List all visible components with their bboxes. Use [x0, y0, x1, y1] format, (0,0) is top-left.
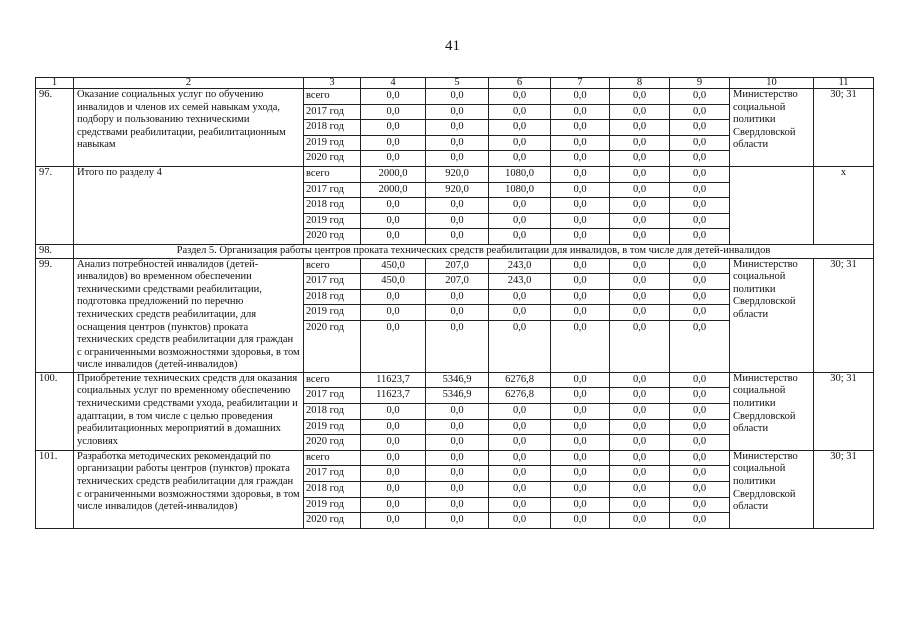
amount-c7-value: 0,0 — [573, 152, 587, 164]
year-value: 2019 год — [304, 419, 360, 435]
amount-c6-value: 1080,0 — [489, 167, 550, 182]
amount-c7-value: 0,0 — [551, 259, 609, 274]
amount-c9-value: 0,0 — [670, 120, 729, 136]
amount-c4-value: 0,0 — [361, 104, 425, 120]
year-column — [304, 258, 361, 372]
amount-c6-value: 0,0 — [489, 89, 550, 104]
amount-c8-value: 0,0 — [610, 289, 669, 305]
amount-c5-column — [426, 258, 489, 372]
amount-c5-value: 0,0 — [450, 321, 464, 333]
page-number: 41 — [445, 38, 460, 54]
amount-c6-column — [489, 258, 551, 372]
amount-c8-value: 0,0 — [610, 305, 669, 321]
amount-c4-value: 0,0 — [361, 135, 425, 151]
amount-c6-value: 0,0 — [489, 135, 550, 151]
amount-c8-value: 0,0 — [632, 514, 647, 526]
year-value: 2018 год — [304, 482, 360, 498]
amount-c5-value: 0,0 — [426, 120, 488, 136]
amount-c7-value: 0,0 — [551, 198, 609, 214]
amount-c6-value: 0,0 — [489, 104, 550, 120]
header-cell: 11 — [814, 78, 874, 89]
amount-c8-value: 0,0 — [610, 373, 669, 388]
amount-c6-value: 0,0 — [489, 497, 550, 513]
amount-c9-value: 0,0 — [692, 321, 707, 333]
amount-c8-column — [610, 258, 670, 372]
amount-c4-value: 450,0 — [361, 274, 425, 290]
amount-c6-value: 0,0 — [489, 482, 550, 498]
year-value: 2020 год — [306, 321, 344, 333]
amount-c4-value: 0,0 — [361, 289, 425, 305]
amount-c4-column — [361, 258, 426, 372]
activity-name: Оказание социальных услуг по обучению инвалидов и членов их семей навыкам ухода, подбору и пользованию техническими средствами реабилитации, реабилитационным навыкам — [74, 89, 304, 167]
amount-c9-column — [670, 166, 730, 244]
target-reference: 30; 31 — [814, 89, 874, 167]
amount-c6-value: 6276,8 — [489, 388, 550, 404]
target-reference: 30; 31 — [814, 258, 874, 372]
amount-c4-column — [361, 450, 426, 528]
amount-c6-value: 0,0 — [489, 404, 550, 420]
header-cell: 4 — [361, 78, 426, 89]
amount-c6-value: 0,0 — [512, 230, 527, 242]
year-value: 2019 год — [304, 213, 360, 229]
amount-c8-value: 0,0 — [610, 466, 669, 482]
amount-c8-value: 0,0 — [610, 419, 669, 435]
amount-c4-value: 0,0 — [386, 152, 400, 164]
year-column — [304, 450, 361, 528]
amount-c8-value: 0,0 — [610, 135, 669, 151]
year-value: 2020 год — [306, 436, 344, 448]
row-number: 96. — [36, 89, 74, 167]
executor: Министерство социальной политики Свердловской области — [730, 89, 814, 167]
amount-c7-value: 0,0 — [551, 404, 609, 420]
amount-c5-value: 0,0 — [450, 230, 464, 242]
amount-c6-column — [489, 89, 551, 167]
amount-c9-value: 0,0 — [670, 466, 729, 482]
activity-name: Приобретение технических средств для оказания социальных услуг по временному обеспечению техническими средствами ухода, реабилитации и адаптации, в том числе с целью проведения реабилитационных мероприятий в домашних условиях — [74, 372, 304, 450]
amount-c5-value: 0,0 — [426, 419, 488, 435]
amount-c9-value: 0,0 — [670, 404, 729, 420]
amount-c4-value: 0,0 — [386, 230, 400, 242]
year-value: 2017 год — [304, 274, 360, 290]
amount-c6-value: 243,0 — [489, 259, 550, 274]
header-cell: 1 — [36, 78, 74, 89]
amount-c6-column — [489, 450, 551, 528]
amount-c4-value: 0,0 — [361, 419, 425, 435]
amount-c4-value: 0,0 — [361, 451, 425, 466]
section-title: Раздел 5. Организация работы центров проката технических средств реабилитации для инвалидов, в том числе для детей-инвалидов — [74, 244, 874, 258]
amount-c8-value: 0,0 — [632, 321, 647, 333]
amount-c5-value: 0,0 — [426, 198, 488, 214]
row-number: 101. — [36, 450, 74, 528]
amount-c5-value: 0,0 — [426, 305, 488, 321]
amount-c4-value: 0,0 — [361, 305, 425, 321]
year-value: всего — [304, 373, 360, 388]
amount-c7-value: 0,0 — [573, 230, 587, 242]
amount-c9-value: 0,0 — [670, 388, 729, 404]
amount-c6-value: 0,0 — [512, 436, 527, 448]
amount-c9-value: 0,0 — [670, 135, 729, 151]
amount-c6-value: 1080,0 — [489, 182, 550, 198]
amount-c5-value: 5346,9 — [426, 373, 488, 388]
row-number: 97. — [36, 166, 74, 244]
amount-c9-value: 0,0 — [692, 514, 707, 526]
year-value: 2017 год — [304, 388, 360, 404]
amount-c4-value: 0,0 — [361, 89, 425, 104]
amount-c4-value: 2000,0 — [361, 167, 425, 182]
year-column — [304, 166, 361, 244]
amount-c8-value: 0,0 — [632, 230, 647, 242]
amount-c8-value: 0,0 — [632, 436, 647, 448]
amount-c9-value: 0,0 — [670, 274, 729, 290]
amount-c5-value: 0,0 — [426, 135, 488, 151]
header-cell: 7 — [551, 78, 610, 89]
amount-c4-value: 0,0 — [361, 213, 425, 229]
amount-c4-column — [361, 372, 426, 450]
amount-c7-value: 0,0 — [551, 388, 609, 404]
amount-c9-column — [670, 89, 730, 167]
target-reference: 30; 31 — [814, 450, 874, 528]
amount-c4-value: 0,0 — [361, 497, 425, 513]
amount-c6-value: 0,0 — [489, 419, 550, 435]
amount-c9-value: 0,0 — [692, 152, 707, 164]
year-value: всего — [304, 167, 360, 182]
header-cell: 3 — [304, 78, 361, 89]
amount-c6-value: 0,0 — [489, 198, 550, 214]
amount-c5-value: 0,0 — [426, 213, 488, 229]
amount-c5-value: 0,0 — [426, 451, 488, 466]
amount-c6-value: 0,0 — [489, 213, 550, 229]
amount-c9-value: 0,0 — [670, 497, 729, 513]
executor — [730, 166, 814, 244]
amount-c5-value: 0,0 — [426, 289, 488, 305]
amount-c4-column — [361, 89, 426, 167]
amount-c9-value: 0,0 — [670, 419, 729, 435]
amount-c6-value: 0,0 — [489, 305, 550, 321]
amount-c8-column — [610, 89, 670, 167]
header-cell: 2 — [74, 78, 304, 89]
row-number: 99. — [36, 258, 74, 372]
section-row — [36, 244, 874, 258]
year-value: 2019 год — [304, 135, 360, 151]
amount-c7-value: 0,0 — [551, 289, 609, 305]
year-value: 2017 год — [304, 466, 360, 482]
activity-name: Разработка методических рекомендаций по организации работы центров (пунктов) проката технических средств реабилитации для граждан с ограниченными возможностями здоровья, в том числе инвалидов (детей-инвалидов) — [74, 450, 304, 528]
amount-c8-value: 0,0 — [610, 497, 669, 513]
amount-c8-value: 0,0 — [610, 182, 669, 198]
amount-c7-column — [551, 89, 610, 167]
amount-c5-value: 0,0 — [426, 104, 488, 120]
executor: Министерство социальной политики Свердловской области — [730, 450, 814, 528]
amount-c4-value: 11623,7 — [361, 388, 425, 404]
amount-c6-value: 0,0 — [489, 466, 550, 482]
amount-c9-value: 0,0 — [670, 305, 729, 321]
row-number: 98. — [36, 244, 74, 258]
amount-c9-value: 0,0 — [670, 451, 729, 466]
amount-c4-value: 0,0 — [361, 466, 425, 482]
amount-c9-value: 0,0 — [670, 198, 729, 214]
amount-c5-value: 0,0 — [426, 497, 488, 513]
header-cell: 10 — [730, 78, 814, 89]
amount-c4-column — [361, 166, 426, 244]
amount-c7-value: 0,0 — [551, 466, 609, 482]
executor: Министерство социальной политики Свердловской области — [730, 372, 814, 450]
amount-c8-value: 0,0 — [610, 274, 669, 290]
year-column — [304, 89, 361, 167]
amount-c6-value: 0,0 — [512, 514, 527, 526]
amount-c7-value: 0,0 — [573, 436, 587, 448]
table-row — [36, 450, 874, 528]
header-row — [36, 78, 874, 89]
amount-c4-value: 0,0 — [361, 482, 425, 498]
amount-c7-value: 0,0 — [551, 120, 609, 136]
table-row — [36, 258, 874, 372]
amount-c9-value: 0,0 — [670, 259, 729, 274]
amount-c7-value: 0,0 — [551, 213, 609, 229]
amount-c5-value: 207,0 — [426, 259, 488, 274]
amount-c5-value: 920,0 — [426, 182, 488, 198]
year-value: 2018 год — [304, 289, 360, 305]
amount-c6-value: 243,0 — [489, 274, 550, 290]
amount-c5-value: 0,0 — [426, 404, 488, 420]
amount-c7-value: 0,0 — [573, 514, 587, 526]
amount-c4-value: 2000,0 — [361, 182, 425, 198]
year-value: 2020 год — [306, 152, 344, 164]
table-row — [36, 89, 874, 167]
amount-c7-value: 0,0 — [551, 89, 609, 104]
amount-c8-value: 0,0 — [610, 89, 669, 104]
amount-c6-value: 0,0 — [512, 152, 527, 164]
year-value: 2018 год — [304, 404, 360, 420]
year-value: 2017 год — [304, 104, 360, 120]
target-reference: х — [814, 166, 874, 244]
amount-c5-column — [426, 372, 489, 450]
amount-c7-column — [551, 372, 610, 450]
amount-c9-value: 0,0 — [670, 182, 729, 198]
amount-c4-value: 0,0 — [361, 404, 425, 420]
amount-c8-value: 0,0 — [632, 152, 647, 164]
amount-c8-value: 0,0 — [610, 120, 669, 136]
amount-c4-value: 11623,7 — [361, 373, 425, 388]
amount-c5-value: 0,0 — [450, 514, 464, 526]
year-value: 2020 год — [306, 230, 344, 242]
amount-c5-value: 0,0 — [426, 482, 488, 498]
amount-c8-column — [610, 450, 670, 528]
amount-c7-value: 0,0 — [551, 274, 609, 290]
amount-c8-value: 0,0 — [610, 404, 669, 420]
year-value: 2018 год — [304, 120, 360, 136]
row-number: 100. — [36, 372, 74, 450]
amount-c8-value: 0,0 — [610, 451, 669, 466]
amount-c8-value: 0,0 — [610, 259, 669, 274]
amount-c5-value: 0,0 — [450, 436, 464, 448]
amount-c6-column — [489, 372, 551, 450]
amount-c7-value: 0,0 — [551, 482, 609, 498]
year-value: всего — [304, 89, 360, 104]
amount-c9-value: 0,0 — [670, 373, 729, 388]
amount-c9-value: 0,0 — [692, 436, 707, 448]
header-cell: 5 — [426, 78, 489, 89]
amount-c5-column — [426, 450, 489, 528]
program-table — [35, 77, 874, 529]
amount-c5-column — [426, 166, 489, 244]
amount-c8-column — [610, 166, 670, 244]
target-reference: 30; 31 — [814, 372, 874, 450]
year-value: 2019 год — [304, 497, 360, 513]
table-row — [36, 372, 874, 450]
amount-c7-value: 0,0 — [551, 182, 609, 198]
amount-c8-value: 0,0 — [610, 482, 669, 498]
amount-c5-value: 920,0 — [426, 167, 488, 182]
amount-c9-value: 0,0 — [670, 213, 729, 229]
amount-c8-column — [610, 372, 670, 450]
amount-c4-value: 450,0 — [361, 259, 425, 274]
amount-c6-value: 0,0 — [489, 120, 550, 136]
amount-c4-value: 0,0 — [386, 514, 400, 526]
amount-c7-value: 0,0 — [551, 373, 609, 388]
table-body — [36, 78, 874, 529]
amount-c9-column — [670, 258, 730, 372]
amount-c4-value: 0,0 — [361, 120, 425, 136]
amount-c8-value: 0,0 — [610, 388, 669, 404]
amount-c5-value: 0,0 — [426, 89, 488, 104]
amount-c5-value: 207,0 — [426, 274, 488, 290]
amount-c6-value: 0,0 — [489, 289, 550, 305]
amount-c9-column — [670, 372, 730, 450]
amount-c5-column — [426, 89, 489, 167]
amount-c7-value: 0,0 — [551, 135, 609, 151]
amount-c7-value: 0,0 — [551, 497, 609, 513]
year-value: всего — [304, 259, 360, 274]
year-column — [304, 372, 361, 450]
amount-c7-value: 0,0 — [551, 305, 609, 321]
executor: Министерство социальной политики Свердловской области — [730, 258, 814, 372]
amount-c5-value: 5346,9 — [426, 388, 488, 404]
year-value: 2020 год — [306, 514, 344, 526]
amount-c4-value: 0,0 — [361, 198, 425, 214]
amount-c9-column — [670, 450, 730, 528]
amount-c8-value: 0,0 — [610, 104, 669, 120]
amount-c9-value: 0,0 — [670, 482, 729, 498]
table-row — [36, 166, 874, 244]
amount-c6-value: 6276,8 — [489, 373, 550, 388]
amount-c9-value: 0,0 — [670, 89, 729, 104]
activity-name: Анализ потребностей инвалидов (детей-инвалидов) во временном обеспечении техническими средствами реабилитации, подготовка предложений по перечню технических средств реабилитации, для оснащения центров (пунктов) проката технических средств реабилитации для граждан с ограниченными возможностями здоровья, в том числе инвалидов (детей-инвалидов) — [74, 258, 304, 372]
year-value: 2019 год — [304, 305, 360, 321]
amount-c8-value: 0,0 — [610, 167, 669, 182]
amount-c8-value: 0,0 — [610, 213, 669, 229]
year-value: всего — [304, 451, 360, 466]
amount-c5-value: 0,0 — [450, 152, 464, 164]
activity-name: Итого по разделу 4 — [74, 166, 304, 244]
amount-c7-column — [551, 258, 610, 372]
amount-c9-value: 0,0 — [670, 289, 729, 305]
amount-c7-column — [551, 166, 610, 244]
amount-c6-value: 0,0 — [512, 321, 527, 333]
amount-c5-value: 0,0 — [426, 466, 488, 482]
amount-c7-value: 0,0 — [551, 167, 609, 182]
amount-c4-value: 0,0 — [386, 321, 400, 333]
amount-c9-value: 0,0 — [692, 230, 707, 242]
amount-c9-value: 0,0 — [670, 167, 729, 182]
amount-c7-value: 0,0 — [551, 104, 609, 120]
header-cell: 8 — [610, 78, 670, 89]
year-value: 2018 год — [304, 198, 360, 214]
header-cell: 9 — [670, 78, 730, 89]
amount-c6-value: 0,0 — [489, 451, 550, 466]
amount-c6-column — [489, 166, 551, 244]
year-value: 2017 год — [304, 182, 360, 198]
amount-c7-value: 0,0 — [551, 419, 609, 435]
header-cell: 6 — [489, 78, 551, 89]
amount-c8-value: 0,0 — [610, 198, 669, 214]
amount-c7-value: 0,0 — [551, 451, 609, 466]
amount-c9-value: 0,0 — [670, 104, 729, 120]
amount-c7-column — [551, 450, 610, 528]
amount-c4-value: 0,0 — [386, 436, 400, 448]
amount-c7-value: 0,0 — [573, 321, 587, 333]
